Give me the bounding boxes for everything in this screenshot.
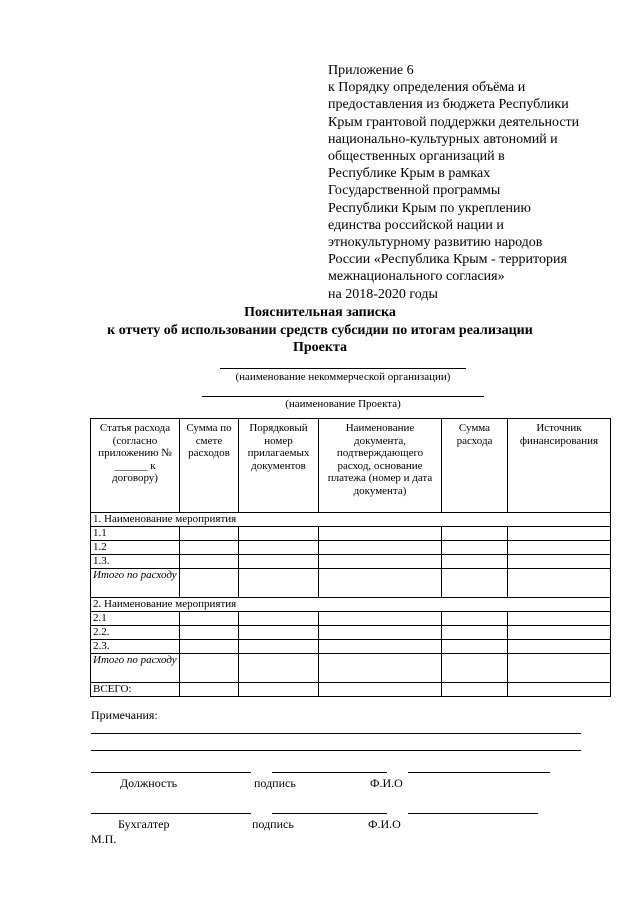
table-row [91, 555, 611, 569]
table-cell [180, 654, 239, 683]
fio-caption-2: Ф.И.О [368, 817, 401, 831]
appendix-line: Крым грантовой поддержки деятельности [328, 114, 580, 130]
table-cell [508, 626, 611, 640]
table-row [91, 640, 611, 654]
table-cell [180, 612, 239, 626]
table-cell [319, 612, 442, 626]
table-cell [319, 654, 442, 683]
fio-caption-1: Ф.И.О [370, 776, 403, 790]
table-cell [180, 683, 239, 697]
position-line [91, 772, 251, 773]
appendix-line: Республике Крым в рамках [328, 166, 491, 182]
fio-line-1 [408, 772, 550, 773]
table-cell [180, 527, 239, 541]
fio-line-2 [408, 813, 538, 814]
table-row [91, 527, 611, 541]
row-label: 2.1 [91, 612, 180, 626]
table-cell [319, 527, 442, 541]
table-cell [319, 541, 442, 555]
header-expense-item: Статья расхода (согласно приложению № ______ к договору) [91, 419, 180, 513]
table-cell [508, 640, 611, 654]
table-cell [442, 569, 508, 598]
report-table [90, 418, 611, 697]
signature-caption-1: подпись [254, 776, 296, 790]
appendix-line: межнационального согласия» [328, 269, 505, 285]
appendix-line: этнокультурному развитию народов [328, 235, 543, 251]
appendix-line: Приложение 6 [328, 63, 414, 78]
section-row [91, 598, 611, 612]
table-cell [508, 683, 611, 697]
subtotal-row [91, 654, 611, 683]
row-label: 2.3. [91, 640, 180, 654]
appendix-line: на 2018-2020 годы [328, 286, 438, 302]
signature-line-2 [272, 813, 387, 814]
row-label: 1.1 [91, 527, 180, 541]
appendix-line: Республики Крым по укреплению [328, 200, 531, 216]
header-doc-name: Наименование документа, подтверждающего расход, основание платежа (номер и дата документа) [319, 419, 442, 513]
title-line-3: Проекта [292, 340, 347, 355]
table-cell [239, 640, 319, 654]
project-name-line [202, 396, 484, 397]
row-label: 2.2. [91, 626, 180, 640]
table-cell [239, 555, 319, 569]
table-cell [442, 541, 508, 555]
signature-line-1 [272, 772, 387, 773]
total-label: ВСЕГО: [91, 683, 180, 697]
table-cell [319, 626, 442, 640]
title-line-2: к отчету об использовании средств субсидии по итогам реализации [107, 322, 533, 338]
notes-line-1 [91, 733, 581, 734]
header-estimate-sum: Сумма по смете расходов [180, 419, 239, 513]
section-row [91, 513, 611, 527]
table-cell [319, 555, 442, 569]
section-title: 2. Наименование мероприятия [91, 598, 611, 612]
section-title: 1. Наименование мероприятия [91, 513, 611, 527]
table-cell [319, 640, 442, 654]
subtotal-label: Итого по расходу [91, 569, 180, 598]
table-cell [442, 527, 508, 541]
title-line-1: Пояснительная записка [244, 305, 396, 320]
table-cell [442, 654, 508, 683]
project-name-caption: (наименование Проекта) [285, 398, 401, 410]
row-label: 1.2 [91, 541, 180, 555]
header-expense-sum: Сумма расхода [442, 419, 508, 513]
table-cell [239, 612, 319, 626]
document-title [60, 304, 580, 357]
accountant-caption: Бухгалтер [118, 817, 170, 831]
subtotal-row [91, 569, 611, 598]
total-row [91, 683, 611, 697]
table-cell [239, 626, 319, 640]
signature-caption-2: подпись [252, 817, 294, 831]
header-funding-source: Источник финансирования [508, 419, 611, 513]
table-cell [319, 683, 442, 697]
table-cell [508, 654, 611, 683]
accountant-line [91, 813, 251, 814]
table-cell [180, 626, 239, 640]
table-row [91, 541, 611, 555]
appendix-line: России «Республика Крым - территория [328, 252, 567, 268]
table-cell [442, 626, 508, 640]
table-cell [319, 569, 442, 598]
appendix-line: Государственной программы [328, 183, 501, 199]
table-cell [442, 683, 508, 697]
position-caption: Должность [120, 776, 178, 790]
table-cell [180, 640, 239, 654]
org-name-caption: (наименование некоммерческой организации) [235, 371, 451, 383]
table-cell [508, 541, 611, 555]
table-cell [180, 569, 239, 598]
table-row [91, 626, 611, 640]
table-header-row [91, 419, 611, 513]
appendix-line: единства российской нации и [328, 217, 504, 233]
org-name-line [220, 368, 466, 369]
table-cell [442, 555, 508, 569]
appendix-line: предоставления из бюджета Республики [328, 97, 569, 113]
table-cell [180, 555, 239, 569]
appendix-note [328, 62, 618, 303]
table-cell [442, 612, 508, 626]
table-cell [239, 683, 319, 697]
subtotal-label: Итого по расходу [91, 654, 180, 683]
notes-line-2 [91, 750, 581, 751]
table-cell [508, 612, 611, 626]
table-cell [508, 555, 611, 569]
appendix-line: общественных организаций в [328, 149, 505, 165]
notes-label: Примечания: [91, 708, 158, 722]
table-cell [508, 569, 611, 598]
table-cell [180, 541, 239, 555]
table-row [91, 612, 611, 626]
table-cell [239, 654, 319, 683]
stamp-label: М.П. [91, 832, 117, 846]
appendix-line: к Порядку определения объёма и [328, 80, 526, 96]
table-cell [442, 640, 508, 654]
table-cell [508, 527, 611, 541]
appendix-line: национально-культурных автономий и [328, 131, 558, 147]
table-cell [239, 541, 319, 555]
row-label: 1.3. [91, 555, 180, 569]
table-cell [239, 569, 319, 598]
table-cell [239, 527, 319, 541]
header-doc-number: Порядковый номер прилагаемых документов [239, 419, 319, 513]
